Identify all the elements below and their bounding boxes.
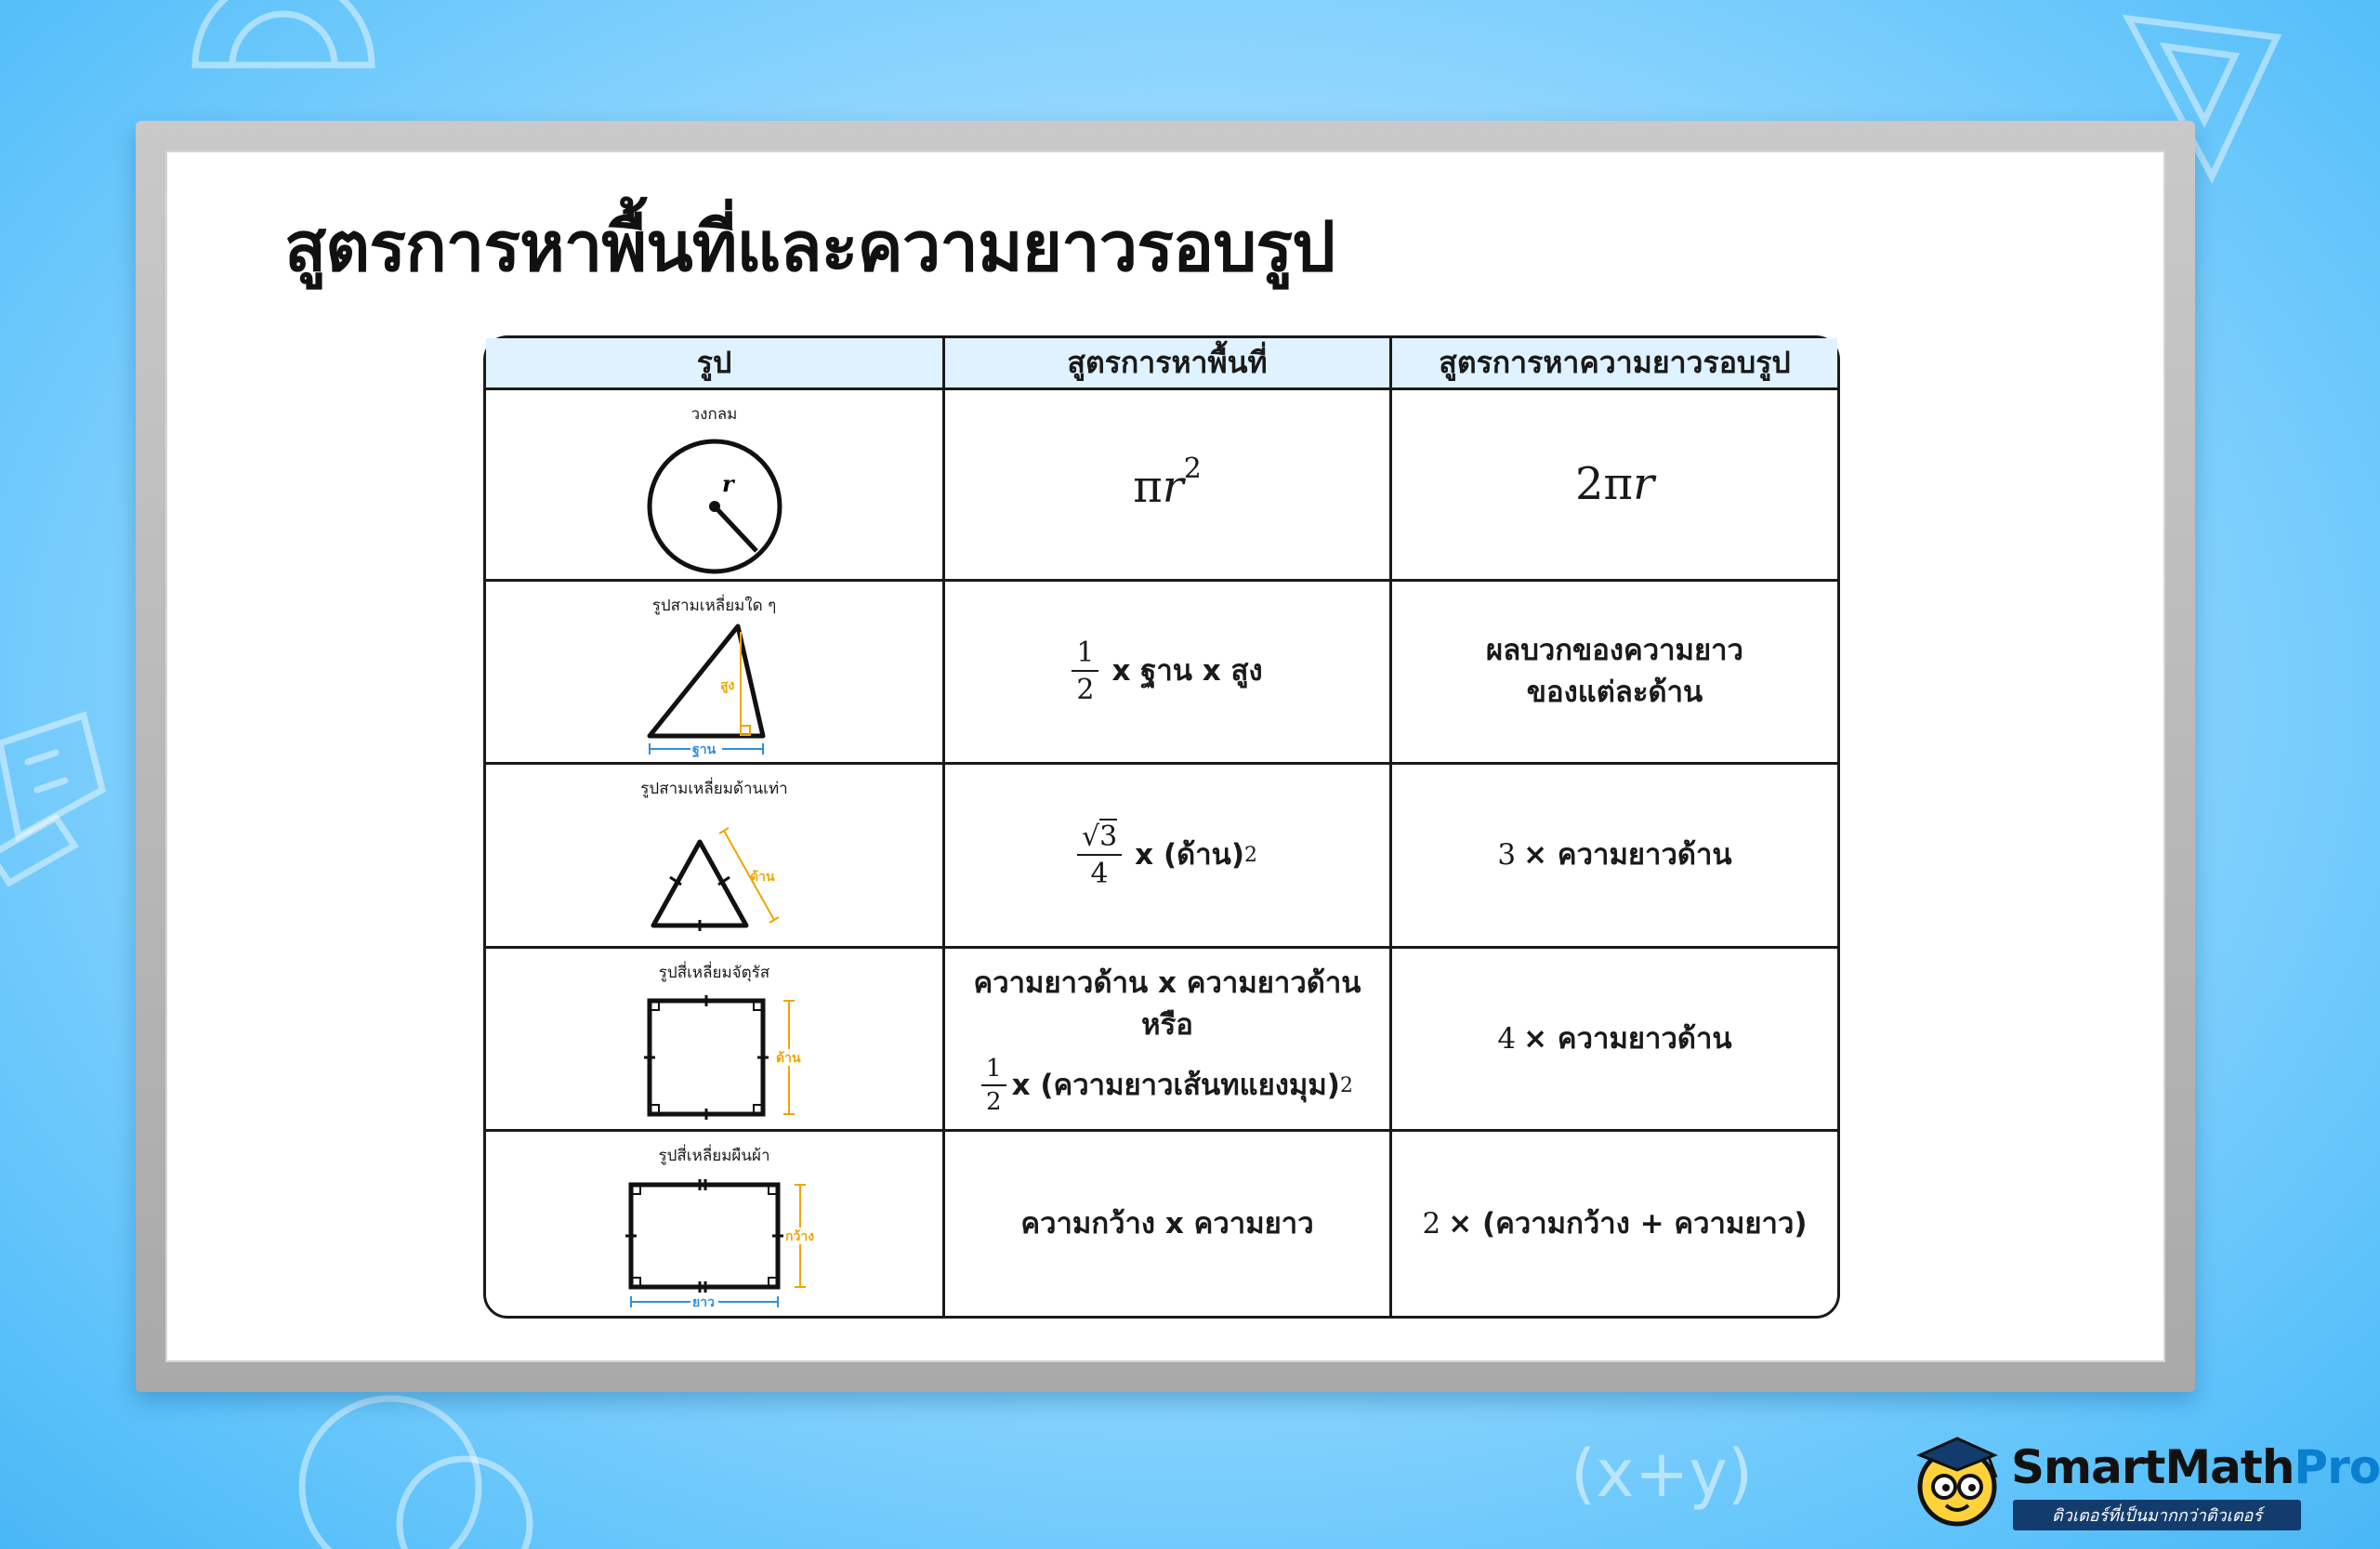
header-area: สูตรการหาพื้นที่	[945, 338, 1392, 390]
area-formula-text: x (ด้าน)	[1135, 838, 1245, 873]
area-cell-circle	[945, 390, 1392, 582]
formula-table	[483, 335, 1840, 1319]
radius-label: r	[721, 469, 734, 497]
height-label: สูง	[719, 678, 734, 694]
shape-name: รูปสี่เหลี่ยมผืนผ้า	[658, 1147, 770, 1166]
area-formula-text: x (ความยาวเส้นทแยงมุม)	[1011, 1069, 1340, 1103]
area-cell-equilateral	[945, 765, 1392, 949]
mascot-icon	[1907, 1431, 2009, 1533]
exponent: 2	[1183, 453, 1202, 486]
logo-tagline: ติวเตอร์ที่เป็นมากกว่าติวเตอร์	[2013, 1500, 2301, 1530]
area-cell-rectangle	[945, 1132, 1392, 1316]
square-figure	[622, 988, 808, 1127]
header-shape: รูป	[486, 338, 945, 390]
perimeter-formula-text: × ความยาวด้าน	[1523, 1021, 1732, 1056]
equilateral-triangle-figure	[622, 805, 808, 944]
width-label: กว้าง	[784, 1229, 814, 1245]
page-title: สูตรการหาพื้นที่และความยาวรอบรูป	[284, 207, 1335, 287]
xy-doodle-icon: (x+y)	[1571, 1436, 1754, 1512]
header-perimeter: สูตรการหาความยาวรอบรูป	[1392, 338, 1837, 390]
circle-doodle-icon	[302, 1398, 479, 1549]
shape-name: รูปสามเหลี่ยมด้านเท่า	[640, 780, 788, 799]
area-line-1: ความยาวด้าน x ความยาวด้าน	[973, 966, 1361, 1001]
area-line-2: หรือ	[1141, 1008, 1193, 1043]
shape-cell-triangle	[486, 582, 945, 766]
length-label: ยาว	[691, 1295, 715, 1311]
fraction-half: $\frac{1}{2}$	[1072, 638, 1098, 704]
perimeter-cell-square	[1392, 949, 1837, 1133]
perimeter-line-1: ผลบวกของความยาว	[1486, 633, 1743, 667]
perimeter-formula-text: × ความยาวด้าน	[1523, 838, 1732, 873]
shape-name: รูปสามเหลี่ยมใด ๆ	[651, 596, 777, 615]
shape-cell-circle	[486, 390, 945, 582]
coefficient: 3	[1497, 838, 1517, 873]
exponent: 2	[1244, 843, 1258, 867]
shape-cell-rectangle	[486, 1132, 945, 1316]
radius-var: r	[1633, 457, 1655, 510]
radius-var: r	[1162, 461, 1184, 514]
protractor-icon	[195, 0, 372, 65]
perimeter-cell-rectangle	[1392, 1132, 1837, 1316]
side-label: ด้าน	[749, 869, 775, 885]
smartmathpro-logo	[1907, 1431, 2380, 1535]
shape-cell-equilateral	[486, 765, 945, 949]
circle-figure	[636, 430, 794, 579]
side-label: ด้าน	[775, 1051, 801, 1067]
rectangle-figure	[612, 1172, 817, 1311]
shape-name: รูปสี่เหลี่ยมจัตุรัส	[658, 963, 770, 982]
base-label: ฐาน	[691, 742, 716, 758]
shape-name: วงกลม	[690, 405, 738, 424]
two-pi: 2π	[1574, 457, 1634, 510]
fraction-sqrt3-over-4: $\frac{√3}{4}$	[1077, 822, 1122, 888]
area-cell-square	[945, 949, 1392, 1133]
fraction-half: $\frac{1}{2}$	[981, 1057, 1006, 1115]
shape-cell-square	[486, 949, 945, 1133]
pi-symbol: π	[1133, 461, 1163, 514]
coefficient: 4	[1497, 1021, 1517, 1056]
perimeter-cell-circle	[1392, 390, 1837, 582]
coefficient: 2	[1422, 1206, 1441, 1241]
perimeter-formula-text: × (ความกว้าง + ความยาว)	[1448, 1206, 1808, 1241]
area-formula-text: ความกว้าง x ความยาว	[1020, 1206, 1314, 1241]
pencil-icon	[0, 818, 74, 883]
area-cell-triangle	[945, 582, 1392, 766]
area-formula-text: x ฐาน x สูง	[1111, 654, 1263, 689]
triangle-figure	[622, 621, 808, 760]
logo-wordmark: SmartMathPro	[2011, 1440, 2380, 1494]
perimeter-cell-equilateral	[1392, 765, 1837, 949]
perimeter-line-2: ของแต่ละด้าน	[1526, 675, 1703, 709]
exponent: 2	[1339, 1073, 1353, 1097]
perimeter-cell-triangle	[1392, 582, 1837, 766]
